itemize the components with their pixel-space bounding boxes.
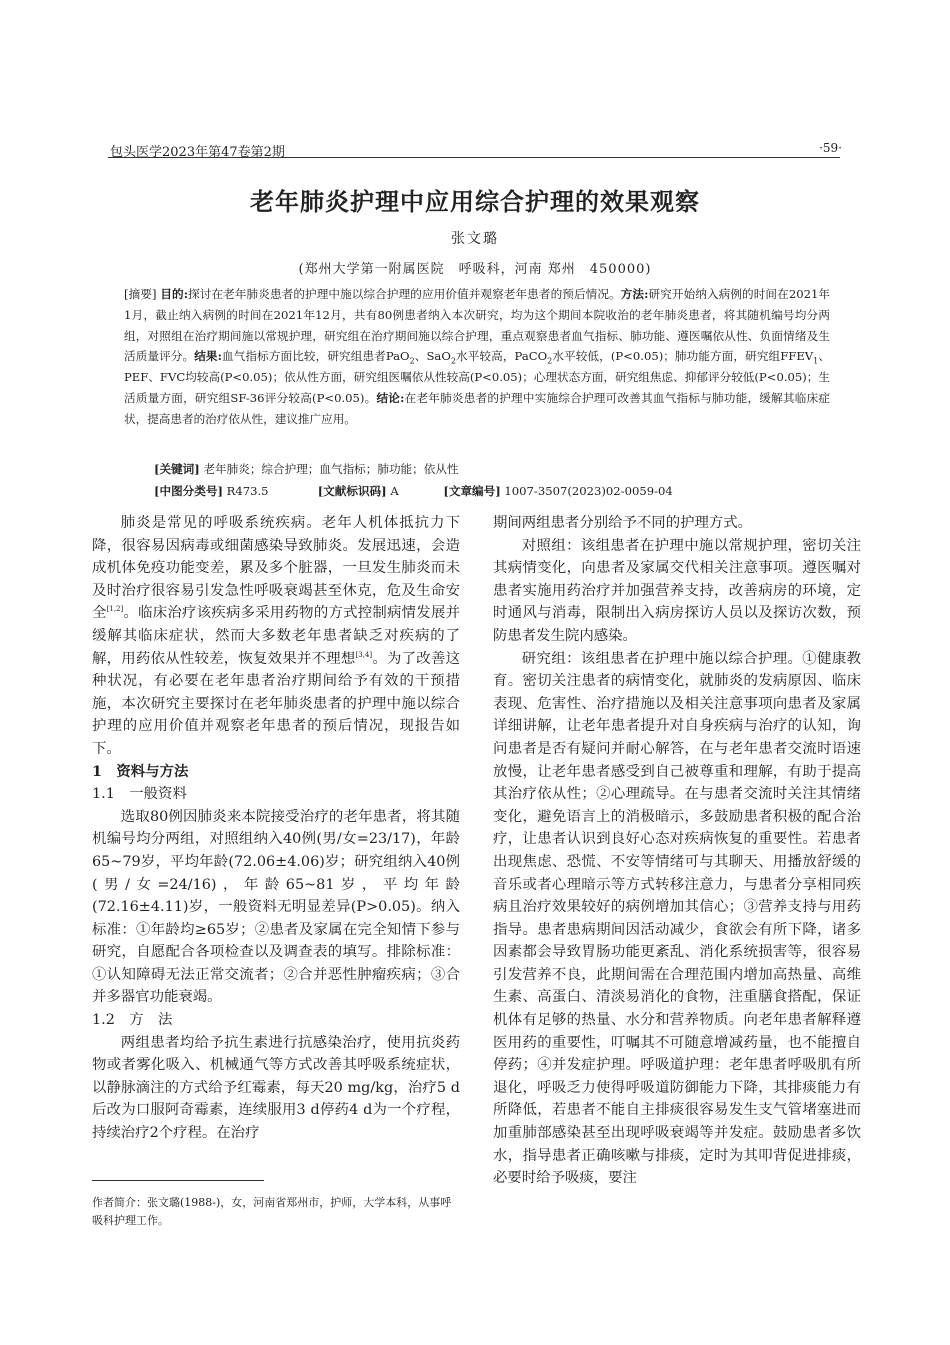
general-info-paragraph: 选取80例因肺炎来本院接受治疗的老年患者，将其随机编号均分两组，对照组纳入40例(男/女=23/17)，年龄65~79岁，平均年龄(72.06±4.06)岁；研究组纳入40例(男/女=24/16)，年龄65~81岁，平均年龄(72.16±4.11)岁，一般资料无明显差异(P>0.05)。纳入标准：①年龄均≥65岁；②患者及家属在完全知情下参与研究，自愿配合各项检查以及调查表的填写。排除标准：①认知障碍无法正常交流者；②合并恶性肿瘤疾病；③合并多器官功能衰竭。	[92, 808, 460, 1006]
author: 张文璐	[451, 231, 499, 247]
subscript: 2	[450, 356, 456, 366]
subscript: 2	[547, 356, 553, 366]
conclusion-text: 在老年肺炎患者的护理中实施综合护理可改善其血气指标与肺功能，缓解其临床症状，提高患者的治疗依从性，建议推广应用。	[124, 390, 831, 426]
methods-text: 研究开始纳入病例的时间在2021年1月，截止纳入病例的时间在2021年12月，共有80例患者纳入本次研究，均为这个期间本院收治的老年肺炎患者，将其随机编号均分两组，对照组在治疗期间施以常规护理，研究组在治疗期间施以综合护理，重点观察患者血气指标、肺功能、遵医嘱依从性、负面情绪及生活质量评分。	[124, 287, 831, 364]
results-label: 结果:	[194, 349, 222, 364]
results-text: 水平较低，(P<0.05)；肺功能方面，研究组FFEV	[552, 349, 814, 364]
results-text: 、PEF、FVC均较高(P<0.05)；依从性方面，研究组医嘱依从性较高(P<0.05)；心理状态方面，研究组焦虑、抑郁评分较低(P<0.05)；生活质量方面，研究组SF-36评分较高(P<0.05)。	[124, 349, 830, 405]
doc-value: A	[390, 484, 399, 498]
citation: [3,4]	[355, 650, 373, 659]
subsection-heading: 1.2 方 法	[92, 1012, 173, 1029]
abstract	[124, 284, 830, 430]
article-no-label: [文章编号]	[443, 484, 501, 498]
keywords-text: 老年肺炎；综合护理；血气指标；肺功能；依从性	[203, 462, 459, 476]
subscript: 1	[813, 356, 819, 366]
body-left-column	[92, 512, 460, 1145]
objective-label: 目的:	[160, 287, 188, 301]
keywords-label: [关键词]	[154, 462, 200, 476]
study-group-paragraph: 研究组：该组患者在护理中施以综合护理。①健康教育。密切关注患者的病情变化，就肺炎的发病原因、临床表现、危害性、治疗措施以及相关注意事项向患者及家属详细讲解，让老年患者提升对自身疾病与治疗的认知，询问患者是否有疑问并耐心解答，在与老年患者交流时语速放慢，让老年患者感受到自己被尊重和理解，有助于提高其治疗依从性；②心理疏导。在与患者交流时关注其情绪变化，避免语言上的消极暗示，多鼓励患者积极的配合治疗，让患者认识到良好心态对疾病恢复的重要性。若患者出现焦虑、恐慌、不安等情绪可与其聊天、用播放舒缓的音乐或者心理暗示等方式转移注意力，与患者分享相同疾病且治疗效果较好的病例增加其信心；③营养支持与用药指导。患者患病期间因活动减少，食欲会有所下降，诸多因素都会导致胃肠功能更紊乱、消化系统损害等，很容易引发营养不良，此期间需在合理范围内增加高热量、高维生素、高蛋白、清淡易消化的食物，注重膳食搭配，保证机体有足够的热量、水分和营养物质。向老年患者解释遵医用药的重要性，叮嘱其不可随意增减药量，也不能擅自停药；④并发症护理。呼吸道护理：老年患者呼吸肌有所退化，呼吸乏力使得呼吸道防御能力下降，其排痰能力有所降低，若患者不能自主排痰很容易发生支气管堵塞进而加重肺部感染甚至出现呼吸衰竭等并发症。鼓励患者多饮水，指导患者正确咳嗽与排痰，定时为其叩背促进排痰，必要时给予吸痰，要注	[493, 650, 861, 1187]
continued-paragraph: 期间两组患者分别给予不同的护理方式。	[493, 515, 753, 531]
keywords	[154, 461, 459, 477]
conclusion-label: 结论:	[376, 390, 405, 405]
results-text: 血气指标方面比较，研究组患者PaO	[221, 349, 410, 364]
header-rule	[108, 157, 840, 158]
author-footnote: 作者简介：张文璐(1988-)，女，河南省郑州市，护师，大学本科，从事呼吸科护理工作。	[92, 1196, 452, 1227]
affiliation: (郑州大学第一附属医院 呼吸科，河南 郑州 450000)	[298, 262, 652, 277]
control-group-paragraph: 对照组：该组患者在护理中施以常规护理，密切关注其病情变化，向患者及家属交代相关注意事项。遵医嘱对患者实施用药治疗并加强营养支持，改善病房的环境，定时通风与消毒，限制出入病房探访人员以及探访次数，预防患者发生院内感染。	[493, 537, 861, 644]
results-text: 水平较高，PaCO	[455, 349, 548, 364]
article-title: 老年肺炎护理中应用综合护理的效果观察	[250, 187, 700, 216]
subscript: 2	[409, 356, 415, 366]
methods-label: 方法:	[620, 287, 649, 301]
objective-text: 探讨在老年肺炎患者的护理中施以综合护理的应用价值并观察老年患者的预后情况。	[188, 287, 621, 301]
footnote-rule	[92, 1180, 264, 1181]
intro-paragraph: 肺炎是常见的呼吸系统疾病。老年人机体抵抗力下降，很容易因病毒或细菌感染导致肺炎。发展迅速，会造成机体免疫功能变差，累及多个脏器，一旦发生肺炎而未及时治疗很容易引发急性呼吸衰竭甚至休克，危及生命安全[1,2]。临床治疗该疾病多采用药物的方式控制病情发展并缓解其临床症状，然而大多数老年患者缺乏对疾病的了解，用药依从性较差，恢复效果并不理想[3,4]。为了改善这种状况，有必要在老年患者治疗期间给予有效的干预措施，本次研究主要探讨在老年肺炎患者的护理中施以综合护理的应用价值并观察老年患者的预后情况，现报告如下。	[92, 515, 460, 757]
citation: [1,2]	[106, 605, 124, 614]
results-text: 、SaO	[414, 349, 451, 364]
classification-line	[154, 483, 844, 499]
section-heading: 1 资料与方法	[92, 762, 189, 780]
body-right-column	[493, 512, 861, 1190]
clc-value: R473.5	[226, 484, 269, 498]
abstract-label: [摘要]	[124, 287, 157, 301]
clc-label: [中图分类号]	[154, 484, 223, 498]
article-no-value: 1007-3507(2023)02-0059-04	[504, 484, 673, 498]
subsection-heading: 1.1 一般资料	[92, 786, 187, 803]
doc-label: [文献标识码]	[317, 484, 387, 498]
methods-paragraph: 两组患者均给予抗生素进行抗感染治疗，使用抗炎药物或者雾化吸入、机械通气等方式改善其呼吸系统症状，以静脉滴注的方式给予红霉素，每天20 mg/kg，治疗5 d后改为口服阿奇霉素，连续服用3 d停药4 d为一个疗程，持续治疗2个疗程。在治疗	[92, 1034, 460, 1142]
page-number: ·59·	[819, 141, 842, 155]
journal-header: 包头医学2023年第47卷第2期	[110, 145, 285, 160]
